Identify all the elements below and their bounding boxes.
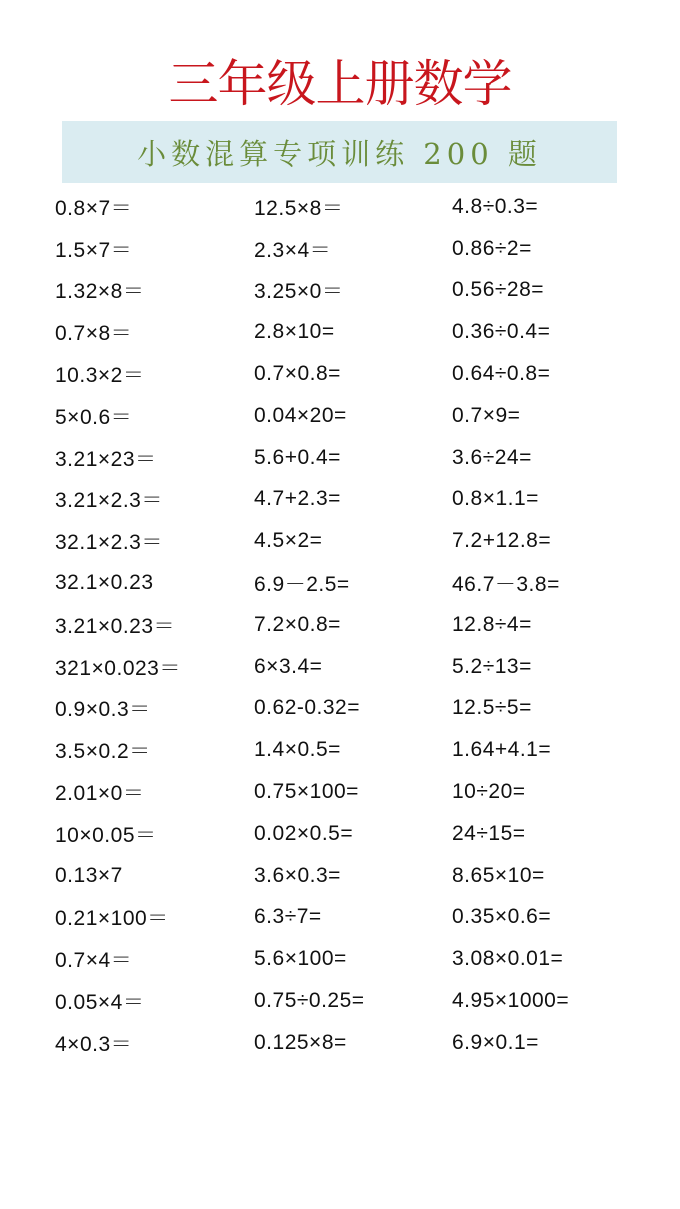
problem-row: [55, 479, 655, 521]
math-problem: 24÷15=: [452, 821, 526, 845]
math-problem: 0.86÷2=: [452, 236, 532, 260]
math-problem: 3.25×0＝: [254, 280, 344, 304]
problem-row: [55, 395, 655, 437]
math-problem: 3.08×0.01=: [452, 947, 564, 971]
problem-row: [55, 729, 655, 771]
math-problem: 2.8×10=: [254, 320, 335, 344]
math-problem: 1.64+4.1=: [452, 738, 552, 762]
problem-grid: [55, 186, 655, 1064]
problem-row: [55, 980, 655, 1022]
problem-row: [55, 562, 655, 604]
math-problem: 4.7+2.3=: [254, 487, 341, 511]
math-problem: 3.6÷24=: [452, 445, 532, 469]
problem-row: [55, 813, 655, 855]
math-problem: 7.2+12.8=: [452, 529, 552, 553]
problem-row: [55, 855, 655, 897]
math-problem: 0.56÷28=: [452, 278, 545, 302]
math-problem: 0.21×100＝: [55, 907, 169, 931]
math-problem: 0.04×20=: [254, 403, 347, 427]
problem-row: [55, 938, 655, 980]
math-problem: 12.5÷5=: [452, 696, 532, 720]
problem-row: [55, 771, 655, 813]
math-problem: 0.7×9=: [452, 403, 521, 427]
math-problem: 6.3÷7=: [254, 905, 322, 929]
math-problem: 4.95×1000=: [452, 989, 570, 1013]
math-problem: 5.6+0.4=: [254, 445, 341, 469]
math-problem: 0.8×1.1=: [452, 487, 539, 511]
problem-row: [55, 688, 655, 730]
math-problem: 3.5×0.2＝: [55, 740, 151, 764]
math-problem: 0.35×0.6=: [452, 905, 552, 929]
math-problem: 12.8÷4=: [452, 612, 532, 636]
math-problem: 0.13×7: [55, 863, 123, 887]
page-title: 三年级上册数学: [168, 55, 512, 113]
math-problem: 0.7×0.8=: [254, 362, 341, 386]
math-problem: 0.75÷0.25=: [254, 989, 365, 1013]
problem-row: [55, 353, 655, 395]
math-problem: 5×0.6＝: [55, 405, 133, 429]
problem-row: [55, 311, 655, 353]
subtitle-text: 小数混算专项训练 200 题: [137, 136, 542, 171]
math-problem: 4.5×2=: [254, 529, 323, 553]
problem-row: [55, 646, 655, 688]
math-problem: 5.6×100=: [254, 947, 347, 971]
subtitle-banner: [62, 121, 617, 183]
math-problem: 3.6×0.3=: [254, 863, 341, 887]
problem-row: [55, 604, 655, 646]
math-problem: 0.02×0.5=: [254, 821, 354, 845]
math-problem: 0.05×4＝: [55, 991, 145, 1015]
math-problem: 0.9×0.3＝: [55, 698, 151, 722]
math-problem: 3.21×23＝: [55, 447, 157, 471]
problem-row: [55, 520, 655, 562]
math-problem: 0.36÷0.4=: [452, 320, 551, 344]
math-problem: 10.3×2＝: [55, 364, 145, 388]
problem-row: [55, 186, 655, 228]
math-problem: 8.65×10=: [452, 863, 545, 887]
math-problem: 32.1×2.3＝: [55, 531, 163, 555]
math-problem: 1.5×7＝: [55, 238, 133, 262]
math-problem: 6×3.4=: [254, 654, 323, 678]
math-problem: 12.5×8＝: [254, 196, 344, 220]
math-problem: 4.8÷0.3=: [452, 194, 539, 218]
math-problem: 0.7×8＝: [55, 322, 133, 346]
math-problem: 0.8×7＝: [55, 196, 133, 220]
problem-row: [55, 437, 655, 479]
math-problem: 3.21×0.23＝: [55, 614, 176, 638]
math-problem: 4×0.3＝: [55, 1032, 133, 1056]
math-problem: 0.64÷0.8=: [452, 362, 551, 386]
problem-row: [55, 897, 655, 939]
problem-row: [55, 1022, 655, 1064]
problem-row: [55, 228, 655, 270]
math-problem: 10÷20=: [452, 780, 526, 804]
math-problem: 46.7－3.8=: [452, 573, 560, 597]
math-problem: 0.125×8=: [254, 1030, 347, 1054]
math-problem: 6.9－2.5=: [254, 573, 350, 597]
math-problem: 2.01×0＝: [55, 782, 145, 806]
math-problem: 0.7×4＝: [55, 949, 133, 973]
math-problem: 1.32×8＝: [55, 280, 145, 304]
math-problem: 10×0.05＝: [55, 823, 157, 847]
math-problem: 6.9×0.1=: [452, 1030, 539, 1054]
math-problem: 5.2÷13=: [452, 654, 532, 678]
problem-row: [55, 270, 655, 312]
math-problem: 321×0.023＝: [55, 656, 181, 680]
math-problem: 0.62-0.32=: [254, 696, 361, 720]
math-problem: 7.2×0.8=: [254, 612, 341, 636]
math-problem: 3.21×2.3＝: [55, 489, 163, 513]
math-problem: 0.75×100=: [254, 780, 359, 804]
math-problem: 1.4×0.5=: [254, 738, 341, 762]
math-problem: 32.1×0.23: [55, 571, 154, 595]
math-problem: 2.3×4＝: [254, 238, 332, 262]
